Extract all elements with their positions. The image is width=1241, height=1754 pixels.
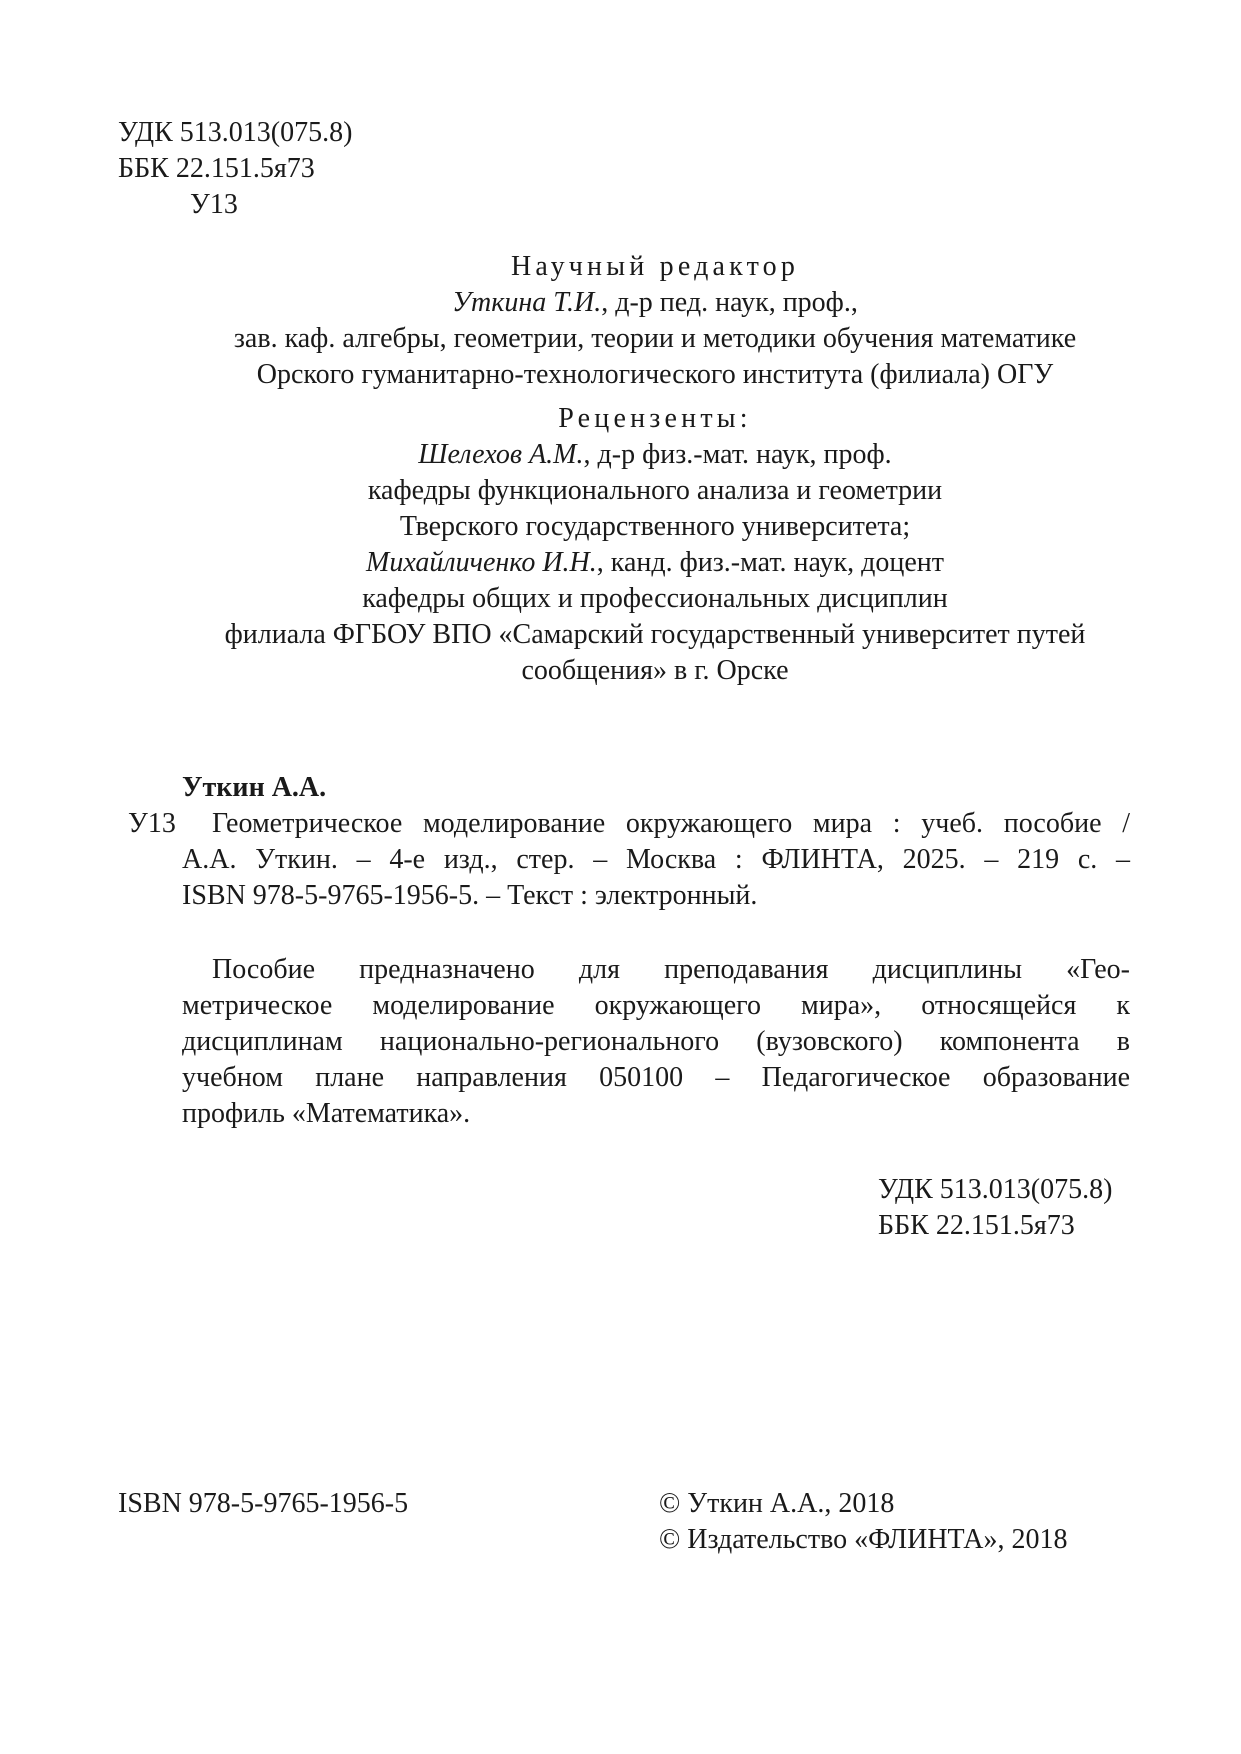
reviewer-2-name-line [120,545,1190,581]
reviewer-2-degree: , канд. физ.-мат. наук, доцент [596,547,944,578]
record-isbn-line: ISBN 978-5-9765-1956-5. – Текст : электронный. [182,880,758,911]
reviewer-1-institution: Тверского государственного университета; [399,511,911,542]
reviewer-1-name: Шелехов А.М. [418,439,584,470]
record-author: Уткин А.А. [182,772,327,803]
scientific-editor-name: Уткина Т.И. [452,287,602,318]
abstract-line-5: профиль «Математика». [182,1098,471,1129]
reviewers-heading: Рецензенты: [558,403,752,434]
scientific-editor-degree: , д-р пед. наук, проф., [601,287,858,318]
reviewer-1-degree: , д-р физ.-мат. наук, проф. [583,439,892,470]
scientific-editor-institution: Орского гуманитарно-технологического института (филиала) ОГУ [256,359,1054,390]
reviewer-2-name: Михайличенко И.Н. [366,547,597,578]
copyright-author: © Уткин А.А., 2018 [659,1488,895,1519]
abstract-line-2: метрическое моделирование окружающего мира», относящейся к [182,990,1130,1021]
scientific-editor-block [120,249,1190,393]
reviewer-1-name-line [120,437,1190,473]
record-title-line: Геометрическое моделирование окружающего мира : учеб. пособие / [212,808,1130,839]
classification-bottom [878,1172,1112,1244]
reviewer-2-institution: филиала ФГБОУ ВПО «Самарский государственный университет путей [224,619,1086,650]
record-mark: У13 [128,808,176,839]
bibliographic-record [120,770,1130,914]
copyright-publisher: © Издательство «ФЛИНТА», 2018 [659,1524,1068,1555]
reviewer-2-department: кафедры общих и профессиональных дисциплин [362,583,948,614]
scientific-editor-position: зав. каф. алгебры, геометрии, теории и методики обучения математике [233,323,1077,354]
classification-top [118,115,352,223]
bbk-code-bottom: ББК 22.151.5я73 [878,1210,1075,1241]
bbk-code: ББК 22.151.5я73 [118,153,315,184]
copyright-block [659,1486,1067,1558]
scientific-editor-heading: Научный редактор [510,251,800,282]
abstract-line-1: Пособие предназначено для преподавания дисциплины «Гео- [212,954,1130,985]
record-publication-line: А.А. Уткин. – 4-е изд., стер. – Москва : ФЛИНТА, 2025. – 219 с. – [182,844,1130,875]
udk-code: УДК 513.013(075.8) [118,117,353,148]
reviewer-2-institution-cont: сообщения» в г. Орске [521,655,789,686]
udk-code-bottom: УДК 513.013(075.8) [878,1174,1113,1205]
reviewers-block [120,401,1190,689]
abstract-line-4: учебном плане направления 050100 – Педагогическое образование [182,1062,1130,1093]
footer-isbn: ISBN 978-5-9765-1956-5 [118,1488,409,1519]
reviewer-1-department: кафедры функционального анализа и геометрии [367,475,943,506]
scientific-editor-name-line [120,285,1190,321]
author-mark: У13 [190,189,238,220]
abstract-paragraph [182,952,1130,1132]
record-entry [120,806,1130,914]
abstract-line-3: дисциплинам национально-регионального (вузовского) компонента в [182,1026,1130,1057]
